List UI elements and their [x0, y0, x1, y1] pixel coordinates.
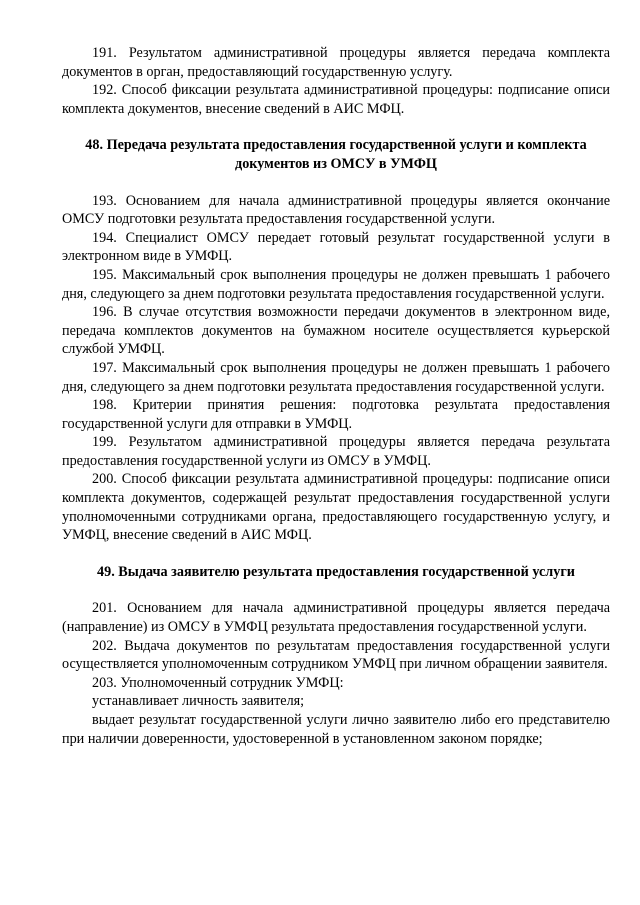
paragraph-203: 203. Уполномоченный сотрудник УМФЦ: — [92, 674, 344, 691]
paragraph-202: 202. Выдача документов по результатам предоставления государственной услуги осуществляется уполномоченным сотрудником УМФЦ при личном обращении заявителя. — [62, 637, 610, 673]
paragraph-196: 196. В случае отсутствия возможности передачи документов в электронном виде, передача комплектов документов на бумажном носителе осуществляется курьерской службой УМФЦ. — [62, 304, 610, 358]
paragraph-199: 199. Результатом административной процедуры является передача результата предоставления государственной услуги из ОМСУ в УМФЦ. — [62, 434, 610, 469]
spacer — [62, 174, 610, 192]
paragraph-191: 191. Результатом административной процедуры является передача комплекта документов в орган, предоставляющий государственную услугу. — [62, 45, 610, 80]
spacer — [62, 118, 610, 136]
paragraph-192: 192. Способ фиксации результата административной процедуры: подписание описи комплекта документов, внесение сведений в АИС МФЦ. — [62, 82, 610, 117]
paragraph-203-item-1: устанавливает личность заявителя; — [92, 693, 305, 710]
spacer — [62, 581, 610, 599]
paragraph-195: 195. Максимальный срок выполнения процедуры не должен превышать 1 рабочего дня, следующего за днем подготовки результата предоставления государственной услуги. — [62, 266, 610, 302]
paragraph-200: 200. Способ фиксации результата административной процедуры: подписание описи комплекта документов, содержащей результат предоставления государственной услуги уполномоченными сотрудниками органа, предоставляющего государственную услугу, и УМФЦ, внесение сведений в АИС МФЦ. — [62, 471, 610, 544]
paragraph-198: 198. Критерии принятия решения: подготовка результата предоставления государственной услуги для отправки в УМФЦ. — [62, 397, 610, 432]
paragraph-193: 193. Основанием для начала административной процедуры является окончание ОМСУ подготовки результата предоставления государственной услуги. — [62, 192, 610, 228]
section-48-heading: 48. Передача результата предоставления государственной услуги и комплекта документов из ОМСУ в УМФЦ — [85, 137, 587, 172]
paragraph-197: 197. Максимальный срок выполнения процедуры не должен превышать 1 рабочего дня, следующего за днем подготовки результата предоставления государственной услуги. — [62, 359, 610, 395]
paragraph-201: 201. Основанием для начала административной процедуры является передача (направление) из ОМСУ в УМФЦ результата предоставления государственной услуги. — [62, 600, 610, 636]
spacer — [62, 545, 610, 563]
paragraph-203-item-2: выдает результат государственной услуги лично заявителю либо его представителю при наличии доверенности, удостоверенной в установленном законом порядке; — [62, 712, 610, 747]
paragraph-194: 194. Специалист ОМСУ передает готовый результат государственной услуги в электронном виде в УМФЦ. — [62, 229, 610, 265]
document-page — [62, 44, 610, 748]
section-49-heading: 49. Выдача заявителю результата предоставления государственной услуги — [97, 563, 575, 580]
